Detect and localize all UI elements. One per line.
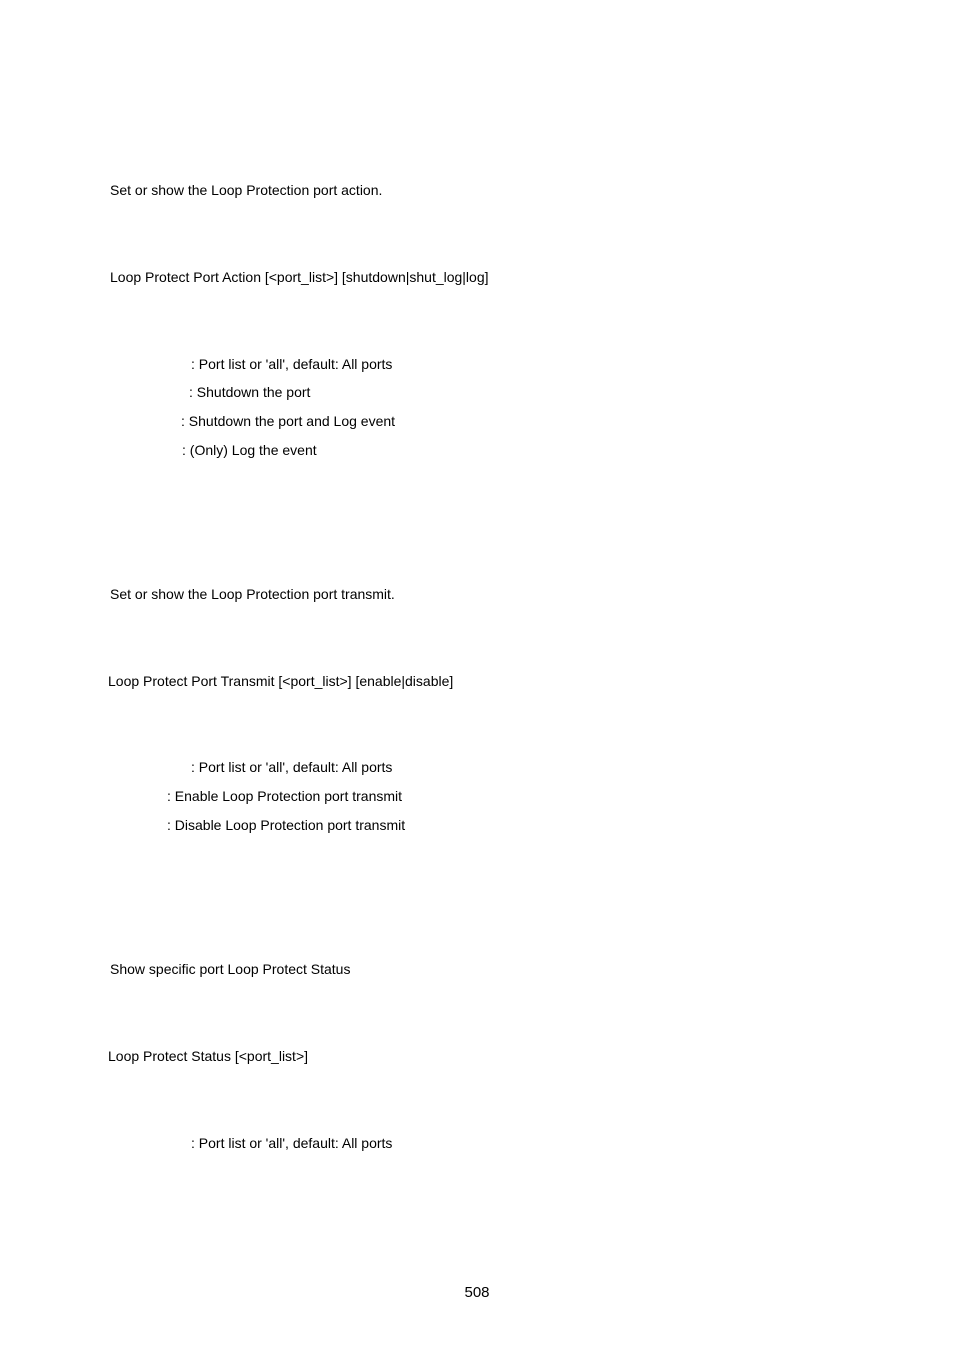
section-3-param-port-list: : Port list or 'all', default: All ports [191,1135,393,1151]
section-1-param-port-list: : Port list or 'all', default: All ports [191,356,393,372]
section-2-param-enable: : Enable Loop Protection port transmit [167,788,403,804]
section-1-param-shut-log: : Shutdown the port and Log event [181,413,396,429]
section-2-param-disable: : Disable Loop Protection port transmit [167,817,406,833]
section-1-description: Set or show the Loop Protection port action. [110,182,383,198]
section-3-syntax: Loop Protect Status [<port_list>] [108,1048,309,1064]
section-2-syntax: Loop Protect Port Transmit [<port_list>] [enable|disable] [108,673,454,689]
section-2-description: Set or show the Loop Protection port transmit. [110,586,395,602]
page-number: 508 [464,1284,490,1301]
section-3-description: Show specific port Loop Protect Status [110,961,351,977]
section-1-param-shutdown: : Shutdown the port [189,384,311,400]
section-1-param-log: : (Only) Log the event [182,442,317,458]
section-1-syntax: Loop Protect Port Action [<port_list>] [shutdown|shut_log|log] [110,269,489,285]
section-2-param-port-list: : Port list or 'all', default: All ports [191,759,393,775]
